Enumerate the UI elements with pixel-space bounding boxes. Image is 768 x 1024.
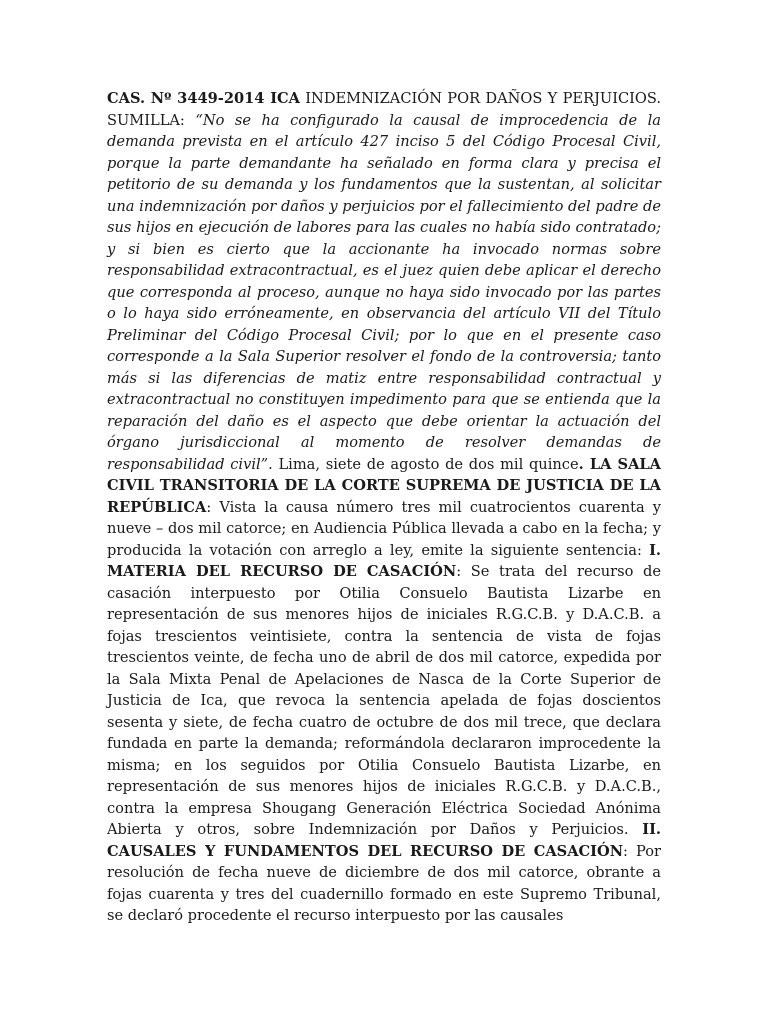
document-page [107,88,661,927]
section1-text: : Se trata del recurso de casación interpuesto por Otilia Consuelo Bautista Lizarbe en representación de sus menores hijos de iniciales R.G.C.B. y D.A.C.B. a fojas trescientos veintisiete, contra la sentencia de vista de fojas trescientos veinte, de fecha uno de abril de dos mil catorce, expedida por la Sala Mixta Penal de Apelaciones de Nasca de la Corte Superior de Justicia de Ica, que revoca la sentencia apelada de fojas doscientos sesenta y siete, de fecha cuatro de octubre de dos mil trece, que declara fundada en parte la demanda; reformándola declararon improcedente la misma; en los seguidos por Otilia Consuelo Bautista Lizarbe, en representación de sus menores hijos de iniciales R.G.C.B. y D.A.C.B., contra la empresa Shougang Generación Eléctrica Sociedad Anónima Abierta y otros, sobre Indemnización por Daños y Perjuicios. [107,563,661,838]
case-id: CAS. Nº 3449-2014 ICA [107,90,300,107]
document-body [107,88,661,927]
section1-heading: I. MATERIA DEL RECURSO DE CASACIÓN [107,541,661,580]
section2-heading: II. CAUSALES Y FUNDAMENTOS DEL RECURSO DE CASACIÓN [107,821,661,860]
case-subject: INDEMNIZACIÓN POR DAÑOS Y PERJUICIOS. [299,90,661,107]
intro-text: : Vista la causa número tres mil cuatrocientos cuarenta y nueve – dos mil catorce; en Audiencia Pública llevada a cabo en la fecha; y producida la votación con arreglo a ley, emite la siguiente sentencia: [107,498,661,559]
sumilla-label: SUMILLA: [107,111,196,129]
sumilla-text: “No se ha configurado la causal de improcedencia de la demanda prevista en el artículo 427 inciso 5 del Código Procesal Civil, porque la parte demandante ha señalado en forma clara y precisa el petitorio de su demanda y los fundamentos que la sustentan, al solicitar una indemnización por daños y perjuicios por el fallecimiento del padre de sus hijos en ejecución de labores para las cuales no había sido contratado; y si bien es cierto que la accionante ha invocado normas sobre responsabilidad extracontractual, es el juez quien debe aplicar el derecho que corresponda al proceso, aunque no haya sido invocado por las partes o lo haya sido erróneamente, en observancia del artículo VII del Título Preliminar del Código Procesal Civil; por lo que en el presente caso corresponde a la Sala Superior resolver el fondo de la controversia; tanto más si las diferencias de matiz entre responsabilidad contractual y extracontractual no constituyen impedimento para que se entienda que la reparación del daño es el aspecto que debe orientar la actuación del órgano jurisdiccional al momento de resolver demandas de responsabilidad civil”. [107,111,661,473]
date-text: Lima, siete de agosto de dos mil quince [272,455,579,473]
court-name: . LA SALA CIVIL TRANSITORIA DE LA CORTE SUPREMA DE JUSTICIA DE LA REPÚBLICA [107,455,661,516]
section2-text: : Por resolución de fecha nueve de diciembre de dos mil catorce, obrante a fojas cuarenta y tres del cuadernillo formado en este Supremo Tribunal, se declaró procedente el recurso interpuesto por las causales [107,842,662,924]
